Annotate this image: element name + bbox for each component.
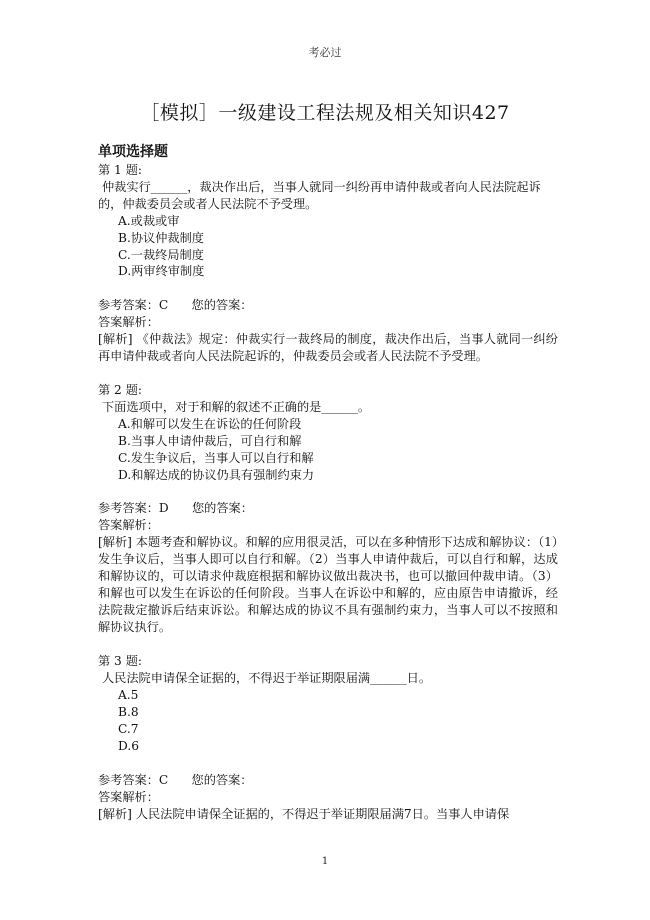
option-list bbox=[98, 687, 558, 754]
analysis-text: [解析] 《仲裁法》规定：仲裁实行一裁终局的制度，裁决作出后，当事人就同一纠纷再申请仲裁或者向人民法院起诉的，仲裁委员会或者人民法院不予受理。 bbox=[98, 332, 558, 364]
option-b: B.当事人申请仲裁后，可自行和解 bbox=[118, 433, 302, 448]
page-header: 考必过 bbox=[308, 46, 342, 59]
document-body bbox=[98, 142, 558, 823]
option-d: D.和解达成的协议仍具有强制约束力 bbox=[118, 467, 315, 482]
question-3 bbox=[98, 653, 558, 822]
option-b: B.协议仲裁制度 bbox=[118, 230, 204, 245]
analysis-label: 答案解析： bbox=[98, 518, 159, 533]
reference-answer: 参考答案：D 您的答案： bbox=[98, 501, 253, 516]
question-number: 第 1 题: bbox=[98, 163, 142, 177]
option-b: B.8 bbox=[118, 705, 139, 720]
reference-answer: 参考答案：C 您的答案： bbox=[98, 772, 253, 787]
question-stem: 人民法院申请保全证据的，不得迟于举证期限届满______日。 bbox=[102, 671, 432, 686]
option-d: D.两审终审制度 bbox=[118, 264, 205, 279]
question-1 bbox=[98, 162, 558, 365]
page-number: 1 bbox=[321, 856, 329, 867]
question-number: 第 2 题: bbox=[98, 383, 142, 398]
option-a: A.和解可以发生在诉讼的任何阶段 bbox=[118, 417, 302, 432]
question-stem: 下面选项中，对于和解的叙述不正确的是______。 bbox=[102, 400, 371, 415]
option-a: A.5 bbox=[118, 688, 139, 703]
question-number: 第 3 题: bbox=[98, 654, 142, 669]
question-2 bbox=[98, 382, 558, 636]
analysis-label: 答案解析： bbox=[98, 315, 159, 330]
analysis-text: [解析] 本题考查和解协议。和解的应用很灵活，可以在多种情形下达成和解协议：（1）发生争议后，当事人即可以自行和解。（2）当事人申请仲裁后，可以自行和解，达成和解协议的，可以请求仲裁庭根据和解协议做出裁决书，也可以撤回仲裁申请。（3）和解也可以发生在诉讼的任何阶段。当事人在诉讼中和解的，应由原告申请撤诉，经法院裁定撤诉后结束诉讼。和解达成的协议不具有强制约束力，当事人可以不按照和解协议执行。 bbox=[98, 535, 558, 635]
section-title: 单项选择题 bbox=[98, 144, 168, 160]
reference-answer: 参考答案：C 您的答案： bbox=[98, 298, 253, 313]
option-c: C.一裁终局制度 bbox=[118, 247, 204, 262]
option-a: A.或裁或审 bbox=[118, 214, 180, 228]
option-d: D.6 bbox=[118, 738, 139, 753]
question-stem: 仲裁实行______，裁决作出后，当事人就同一纠纷再申请仲裁或者向人民法院起诉的，仲裁委员会或者人民法院不予受理。 bbox=[98, 180, 541, 211]
option-c: C.7 bbox=[118, 721, 139, 736]
document-title: ［模拟］一级建设工程法规及相关知识427 bbox=[140, 102, 510, 124]
analysis-label: 答案解析： bbox=[98, 789, 159, 804]
option-c: C.发生争议后，当事人可以自行和解 bbox=[118, 450, 314, 465]
analysis-text: [解析] 人民法院申请保全证据的，不得迟于举证期限届满7日。当事人申请保 bbox=[98, 806, 510, 821]
option-list bbox=[98, 416, 558, 483]
option-list bbox=[98, 213, 558, 280]
